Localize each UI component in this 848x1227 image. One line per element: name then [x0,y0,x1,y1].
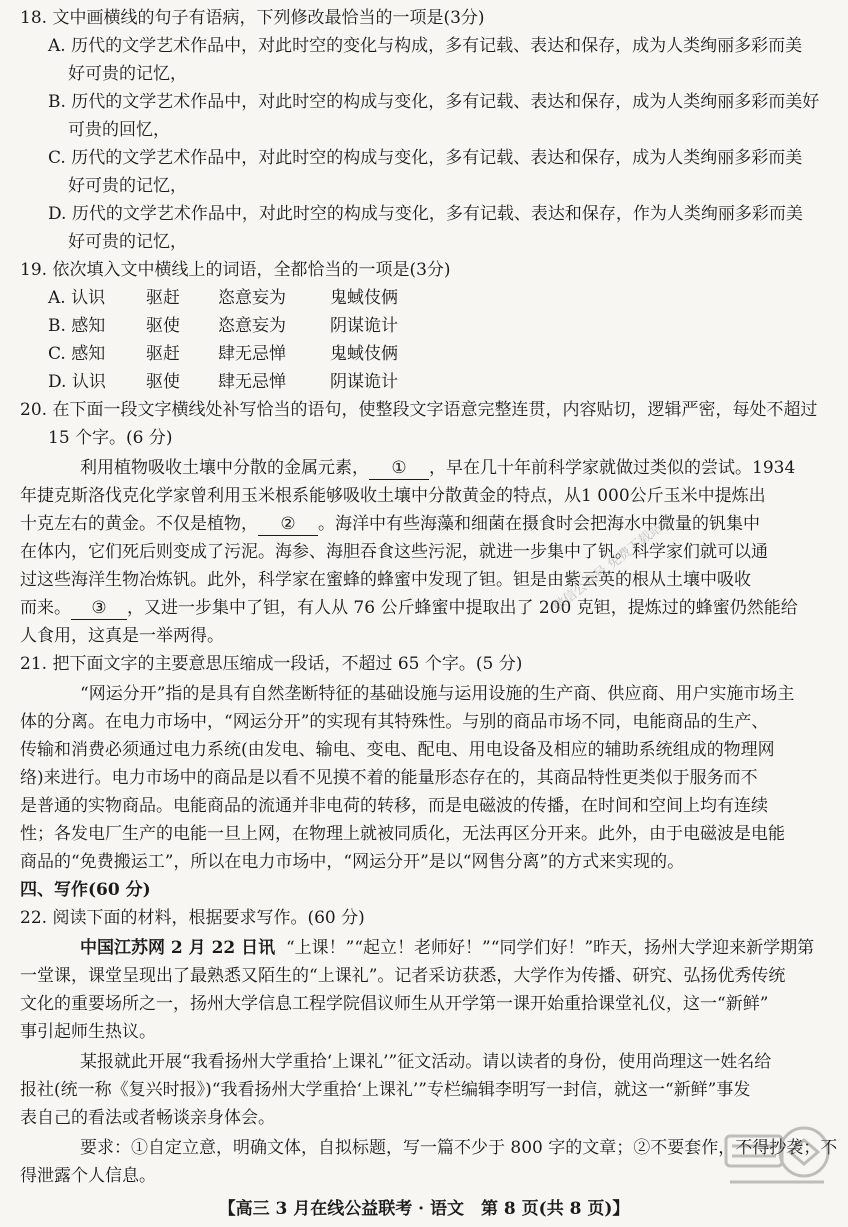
q19-word: 恣意妄为 [218,316,286,336]
q20-stem-cont: 15 个字。(6 分) [48,428,173,448]
watermark-logo [720,1122,832,1194]
q19-word: 驱赶 [146,288,180,308]
q21-passage-line: 是普通的实物商品。电能商品的流通并非电荷的转移，而是电磁波的传播，在时间和空间上均有连续 [20,796,768,816]
blank-3: ③ [71,597,127,620]
q19-word: 驱赶 [146,344,180,364]
q18-option-d: D. 历代的文学艺术作品中，对此时空的构成与变化，多有记载、表达和保存，作为人类绚丽多彩而美 [48,204,803,224]
q20-text: 利用植物吸收土壤中分散的金属元素， [80,458,369,478]
q18-option-c-cont: 好可贵的记忆， [68,176,187,196]
q19-option-label: D. 认识 [48,372,106,392]
q19-option-label: C. 感知 [48,344,106,364]
q21-passage-line: 传输和消费必须通过电力系统(由发电、输电、变电、配电、用电设备及相应的辅助系统组成的物理网 [20,740,775,760]
q18-option-a: A. 历代的文学艺术作品中，对此时空的变化与构成，多有记载、表达和保存，成为人类绚丽多彩而美 [48,36,803,56]
q19-word: 恣意妄为 [218,288,286,308]
q21-passage-line: “网运分开”指的是具有自然垄断特征的基础设施与运用设施的生产商、供应商、用户实施市场主 [80,684,795,704]
q20-passage-line [20,597,798,620]
q22-requirement-line: 要求：①自定立意，明确文体，自拟标题，写一篇不少于 800 字的文章；②不要套作，不得抄袭；不 [80,1138,838,1158]
q19-word: 阴谋诡计 [330,316,398,336]
q21-passage-line: 商品的“免费搬运工”，所以在电力市场中，“网运分开”是以“网售分离”的方式来实现的。 [20,852,685,872]
q22-material-line: 某报就此开展“我看扬州大学重拾‘上课礼’”征文活动。请以读者的身份，使用尚理这一姓名给 [80,1052,772,1072]
q21-passage-line: 体的分离。在电力市场中，“网运分开”的实现有其特殊性。与别的商品市场不同，电能商品的生产、 [20,712,769,732]
q22-text: “上课！”“起立！老师好！”“同学们好！”昨天，扬州大学迎来新学期第 [285,938,815,958]
q19-word: 驱使 [146,316,180,336]
q22-stem: 22. 阅读下面的材料，根据要求写作。(60 分) [20,908,365,928]
q22-material-line [80,937,814,959]
q20-stem: 20. 在下面一段文字横线处补写恰当的语句，使整段文字语意完整连贯，内容贴切，逻辑严密，每处不超过 [20,400,818,420]
q20-text: ，又进一步集中了钽，有人从 76 公斤蜂蜜中提取出了 200 克钽，提炼过的蜂蜜仍然能给 [127,598,798,618]
q19-option-label: A. 认识 [48,288,106,308]
q18-option-c: C. 历代的文学艺术作品中，对此时空的构成与变化，多有记载、表达和保存，成为人类绚丽多彩而美 [48,148,803,168]
q19-word: 驱使 [146,372,180,392]
q22-material-line: 表自己的看法或者畅谈亲身体会。 [20,1108,275,1128]
q18-option-b-cont: 可贵的回忆， [68,120,170,140]
q20-passage-line: 人食用，这真是一举两得。 [20,626,224,646]
q19-stem: 19. 依次填入文中横线上的词语，全都恰当的一项是(3分) [20,260,451,280]
q22-material-line: 一堂课，课堂呈现出了最熟悉又陌生的“上课礼”。记者采访获悉，大学作为传播、研究、弘扬优秀传统 [20,966,786,986]
q19-word: 肆无忌惮 [218,344,286,364]
q22-lead: 中国江苏网 2 月 22 日讯 [80,938,276,958]
q18-stem: 18. 文中画横线的句子有语病，下列修改最恰当的一项是(3分) [20,8,485,28]
blank-1: ① [369,457,429,480]
section-heading: 四、写作(60 分) [20,880,151,900]
q21-passage-line: 性；各发电厂生产的电能一旦上网，在物理上就被同质化，无法再区分开来。此外，由于电磁波是电能 [20,824,785,844]
q19-word: 肆无忌惮 [218,372,286,392]
q22-material-line: 事引起师生热议。 [20,1022,156,1042]
q18-option-a-cont: 好可贵的记忆， [68,64,187,84]
q19-word: 阴谋诡计 [330,372,398,392]
q21-stem: 21. 把下面文字的主要意思压缩成一段话，不超过 65 个字。(5 分) [20,654,523,674]
page-footer: 【高三 3 月在线公益联考 · 语文 第 8 页(共 8 页)】 [218,1199,630,1219]
q20-text: ，早在几十年前科学家就做过类似的尝试。1934 [429,458,796,478]
watermark-stamp: 微信公众号 免费下载站 [550,520,666,615]
q22-requirement-line: 得泄露个人信息。 [20,1166,156,1186]
q18-option-d-cont: 好可贵的记忆， [68,232,187,252]
q20-text: 而来。 [20,598,71,618]
q19-word: 鬼蜮伎俩 [330,288,398,308]
q20-text: 。海洋中有些海藻和细菌在摄食时会把海水中微量的钒集中 [318,514,760,534]
q20-text: 十克左右的黄金。不仅是植物， [20,514,258,534]
q19-option-label: B. 感知 [48,316,106,336]
q19-word: 鬼蜮伎俩 [330,344,398,364]
q20-passage-line [80,457,795,480]
q20-passage-line: 年捷克斯洛伐克化学家曾利用玉米根系能够吸收土壤中分散黄金的特点，从1 000公斤玉米中提炼出 [20,486,766,506]
q18-option-b: B. 历代的文学艺术作品中，对此时空的构成与变化，多有记载、表达和保存，成为人类绚丽多彩而美好 [48,92,820,112]
q20-passage-line: 在体内，它们死后则变成了污泥。海参、海胆吞食这些污泥，就进一步集中了钒。科学家们就可以通 [20,542,768,562]
q22-material-line: 报社(统一称《复兴时报》)“我看扬州大学重拾‘上课礼’”专栏编辑李明写一封信，就这一“新鲜”事发 [20,1080,751,1100]
blank-2: ② [258,513,318,536]
q21-passage-line: 络)来进行。电力市场中的商品是以看不见摸不着的能量形态存在的，其商品特性更类似于服务而不 [20,768,758,788]
q20-passage-line: 过这些海洋生物冶炼钒。此外，科学家在蜜蜂的蜂蜜中发现了钽。钽是由紫云英的根从土壤中吸收 [20,570,751,590]
q22-material-line: 文化的重要场所之一，扬州大学信息工程学院倡议师生从开学第一课开始重拾课堂礼仪，这一“新鲜” [20,994,769,1014]
